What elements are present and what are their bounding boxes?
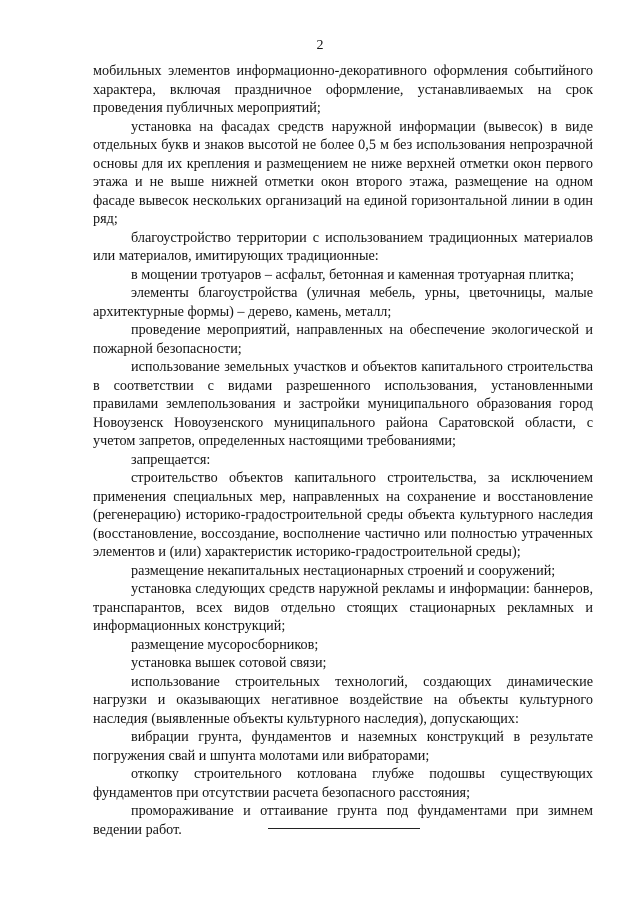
paragraph: установка на фасадах средств наружной информации (вывесок) в виде отдельных букв и знаков высотой не более 0,5 м без использования непрозрачной основы для их крепления и размещением не ниже верхней отметки окон первого этажа и не выше нижней отметки окон второго этажа, размещение на одном фасаде вывесок нескольких организаций на единой горизонтальной линии в один ряд; [93,118,593,227]
paragraph: использование земельных участков и объектов капитального строительства в соответствии с видами разрешенного использования, установленными правилами землепользования и застройки муниципального образования город Новоузенск Новоузенского муниципального района Саратовской области, с учетом запретов, определенных настоящими требованиями; [93,359,593,449]
paragraph: мобильных элементов информационно-декоративного оформления событийного характера, включая праздничное оформление, устанавливаемых на срок проведения публичных мероприятий; [93,63,593,116]
paragraph: благоустройство территории с использованием традиционных материалов или материалов, имитирующих традиционные: [93,229,593,264]
page-number: 2 [316,38,324,53]
paragraph: промораживание и оттаивание грунта под фундаментами при зимнем ведении работ. [93,803,593,838]
paragraph: в мощении тротуаров – асфальт, бетонная и каменная тротуарная плитка; [131,266,575,283]
document-body [93,62,593,839]
paragraph: использование строительных технологий, создающих динамические нагрузки и оказывающих негативное воздействие на объекты культурного наследия (выявленные объекты культурного наследия), допускающих: [93,673,593,727]
paragraph: вибрации грунта, фундаментов и наземных конструкций в результате погружения свай и шпунта молотами или вибраторами; [93,729,593,764]
paragraph: элементы благоустройства (уличная мебель, урны, цветочницы, малые архитектурные формы) – дерево, камень, металл; [93,285,593,320]
paragraph: проведение мероприятий, направленных на обеспечение экологической и пожарной безопасности; [93,322,593,357]
paragraph: установка вышек сотовой связи; [131,655,327,671]
paragraph: установка следующих средств наружной рекламы и информации: баннеров, транспарантов, всех видов отдельно стоящих стационарных рекламных и информационных конструкций; [93,581,593,634]
paragraph: запрещается: [131,451,211,468]
paragraph: размещение мусоросборников; [131,636,319,653]
paragraph: размещение некапитальных нестационарных строений и сооружений; [131,562,556,579]
paragraph: откопку строительного котлована глубже подошвы существующих фундаментов при отсутствии расчета безопасного расстояния; [93,766,593,801]
end-separator-line [268,828,420,829]
paragraph: строительство объектов капитального строительства, за исключением применения специальных мер, направленных на сохранение и восстановление (регенерацию) историко-градостроительной среды объекта культурного наследия (восстановление, воссоздание, восполнение частично или полностью утраченных элементов и (или) характеристик историко-градостроительной среды); [93,470,593,560]
